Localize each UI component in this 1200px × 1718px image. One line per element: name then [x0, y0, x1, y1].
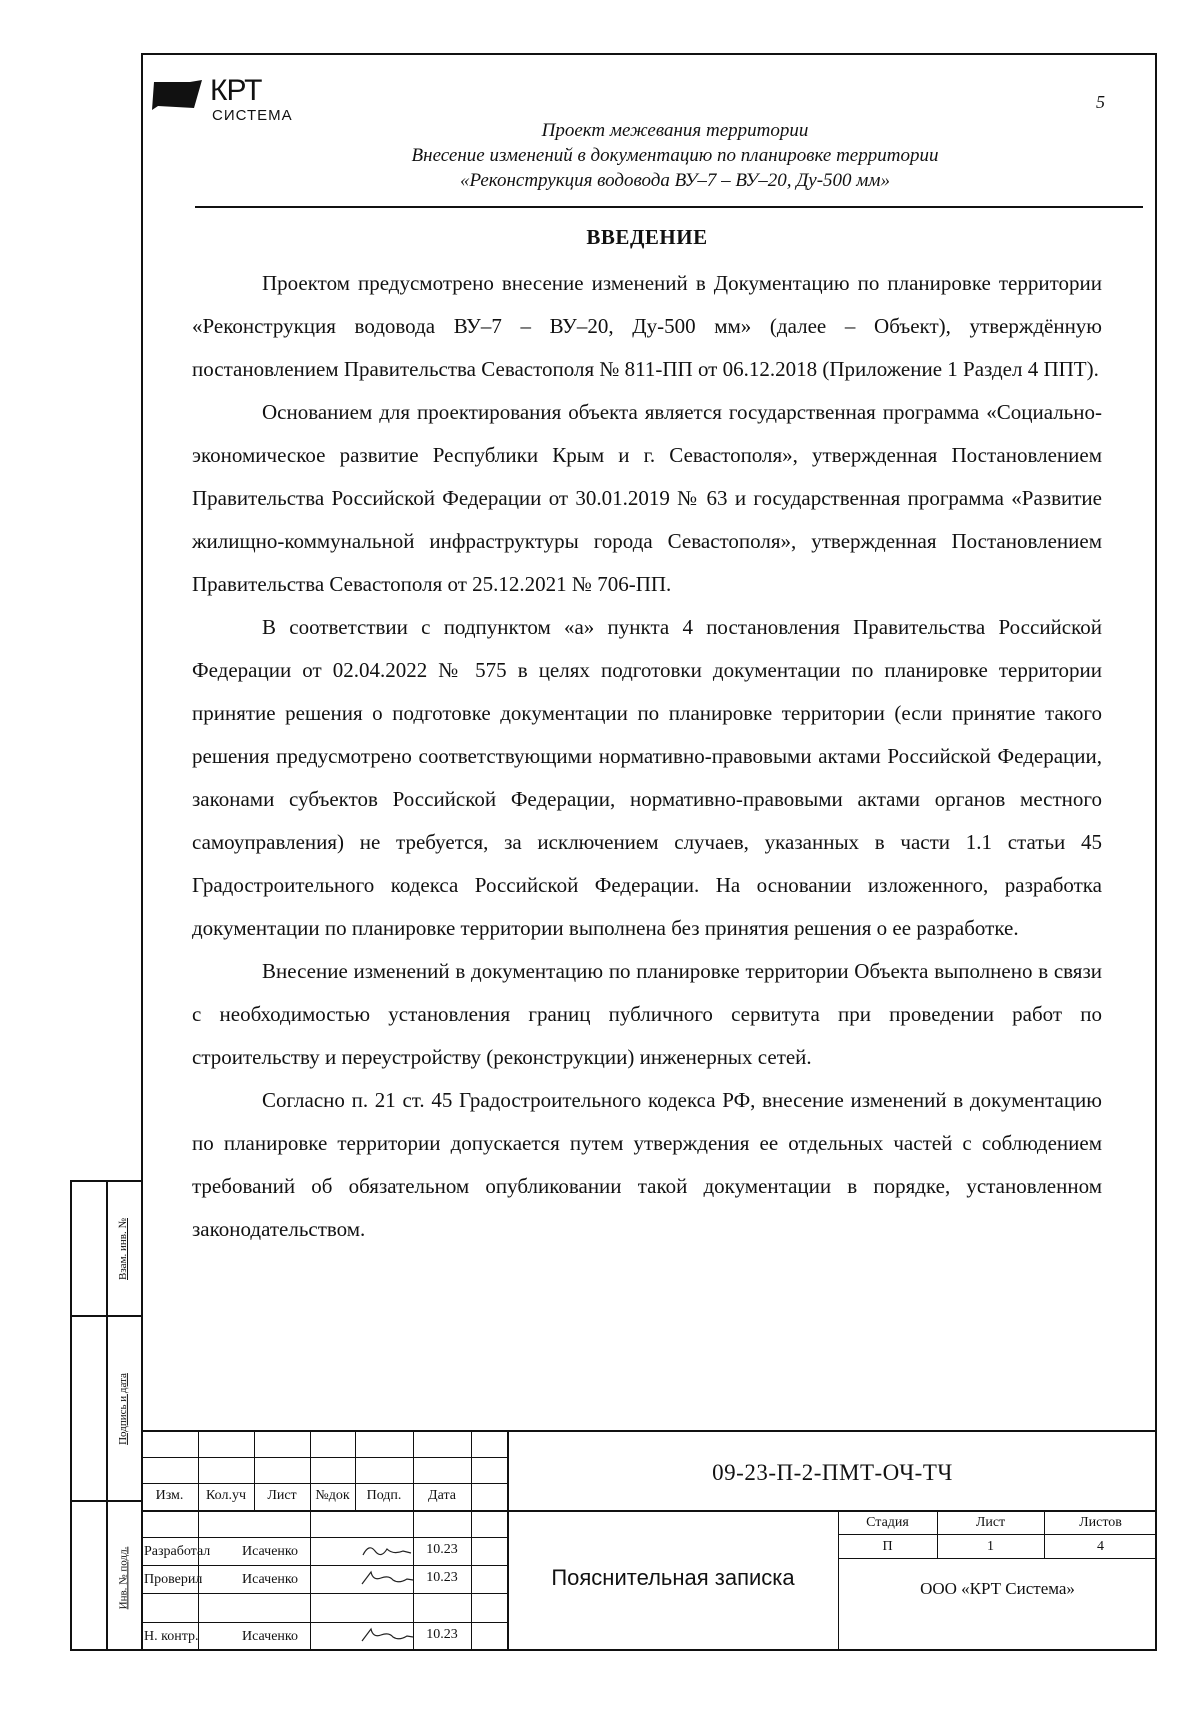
stage-header: Стадия — [866, 1515, 909, 1530]
body-text — [192, 262, 1102, 1251]
paragraph: Проектом предусмотрено внесение изменений в Документацию по планировке территории «Реконструкция водовода ВУ–7 – ВУ–20, Ду-500 мм» (далее – Объект), утверждённую постановлением Правительства Севастополя № 811-ПП от 06.12.2018 (Приложение 1 Раздел 4 ППТ). — [192, 271, 1102, 381]
col-header-kol: Кол.уч — [206, 1488, 246, 1503]
side-label-vzam: Взам. инв. № — [117, 1217, 129, 1280]
document-name: Пояснительная записка — [551, 1565, 795, 1590]
stage-value: П — [882, 1539, 893, 1554]
row-date: 10.23 — [426, 1542, 458, 1557]
row-date: 10.23 — [426, 1570, 458, 1585]
col-header-izm: Изм. — [155, 1488, 184, 1503]
paragraph: В соответствии с подпунктом «а» пункта 4 постановления Правительства Российской Федерации от 02.04.2022 № 575 в целях подготовки документации по планировке территории принятие решения о подготовке документации по планировке территории (если принятие такого решения предусмотрено соответствующими нормативно-правовыми актами Российской Федерации, законами субъектов Российской Федерации, нормативно-правовыми актами органов местного самоуправления) не требуется, за исключением случаев, указанных в части 1.1 статьи 45 Градостроительного кодекса Российской Федерации. На основании изложенного, разработка документации по планировке территории выполнена без принятия решения о ее разработке. — [192, 615, 1102, 940]
paragraph: Внесение изменений в документацию по планировке территории Объекта выполнено в связи с необходимостью установления границ публичного сервитута при проведении работ по строительству и переустройству (реконструкции) инженерных сетей. — [192, 959, 1102, 1069]
sheet-value: 1 — [987, 1539, 994, 1554]
title-block — [141, 1430, 1157, 1651]
side-label-podpis: Подпись и дата — [117, 1372, 129, 1445]
side-stamp — [70, 1180, 141, 1651]
row-role: Н. контр. — [144, 1629, 199, 1644]
page-number: 5 — [1096, 92, 1105, 112]
paragraph: Согласно п. 21 ст. 45 Градостроительного кодекса РФ, внесение изменений в документацию по планировке территории допускается путем утверждения ее отдельных частей с соблюдением требований об обязательном опубликовании такой документации в порядке, установленном законодательством. — [192, 1088, 1102, 1241]
logo-text-sistema: СИСТЕМА — [212, 107, 293, 124]
row-role: Разработал — [144, 1544, 211, 1559]
col-header-ndok: №док — [315, 1488, 350, 1503]
row-name: Исаченко — [242, 1629, 298, 1644]
header-line-3: «Реконструкция водовода ВУ–7 – ВУ–20, Ду-500 мм» — [459, 170, 891, 191]
row-date: 10.23 — [426, 1627, 458, 1642]
col-header-list: Лист — [267, 1488, 297, 1503]
signature-icon — [359, 1541, 415, 1559]
header-divider — [195, 206, 1143, 208]
row-name: Исаченко — [242, 1572, 298, 1587]
section-title: ВВЕДЕНИЕ — [586, 225, 708, 249]
row-role: Проверил — [144, 1572, 203, 1587]
sheets-total-header: Листов — [1079, 1515, 1122, 1530]
organization-name: ООО «КРТ Система» — [920, 1579, 1075, 1598]
document-header — [330, 118, 1020, 193]
company-logo — [150, 76, 300, 126]
paragraph: Основанием для проектирования объекта является государственная программа «Социально-экономическое развитие Республики Крым и г. Севастополя», утвержденная Постановлением Правительства Российской Федерации от 30.01.2019 № 63 и государственная программа «Развитие жилищно-коммунальной инфраструктуры города Севастополя», утвержденная Постановлением Правительства Севастополя от 25.12.2021 № 706-ПП. — [192, 400, 1102, 596]
sheet-header: Лист — [975, 1515, 1006, 1530]
signature-icon — [359, 1569, 415, 1587]
signature-icon — [359, 1626, 415, 1644]
logo-mark-icon — [150, 78, 206, 112]
header-line-1: Проект межевания территории — [541, 120, 809, 141]
row-name: Исаченко — [242, 1544, 298, 1559]
document-code: 09-23-П-2-ПМТ-ОЧ-ТЧ — [712, 1460, 953, 1485]
sheets-total-value: 4 — [1097, 1539, 1104, 1554]
logo-text-krt: КРТ — [210, 74, 262, 107]
col-header-podp: Подп. — [366, 1488, 402, 1503]
header-line-2: Внесение изменений в документацию по планировке территории — [411, 145, 939, 166]
side-label-inv: Инв. № подл. — [117, 1546, 129, 1609]
col-header-data: Дата — [428, 1488, 456, 1503]
